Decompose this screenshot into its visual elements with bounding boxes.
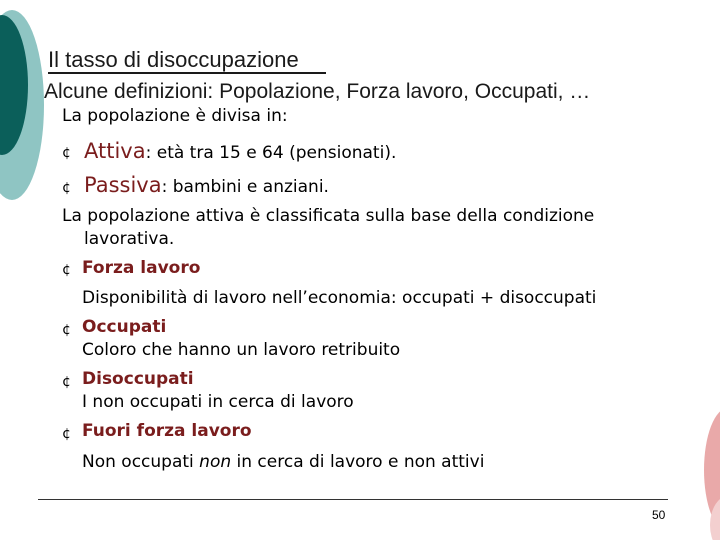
right-decoration bbox=[690, 400, 720, 540]
category-desc-forza-lavoro: Disponibilità di lavoro nell’economia: occupati + disoccupati bbox=[82, 288, 597, 308]
classification-text-line1: La popolazione attiva è classificata sulla base della condizione bbox=[62, 206, 595, 226]
bullet-icon: ¢ bbox=[62, 322, 71, 338]
category-term-occupati: Occupati bbox=[82, 317, 167, 337]
bullet-icon: ¢ bbox=[62, 262, 71, 278]
footer-divider bbox=[38, 499, 668, 500]
title-underline bbox=[48, 72, 326, 74]
group-term: Passiva bbox=[84, 173, 162, 197]
category-term-disoccupati: Disoccupati bbox=[82, 369, 194, 389]
category-desc-disoccupati: I non occupati in cerca di lavoro bbox=[82, 392, 354, 412]
desc-emphasis: non bbox=[199, 452, 232, 472]
desc-part: Non occupati bbox=[82, 452, 200, 472]
bullet-icon: ¢ bbox=[62, 180, 71, 196]
left-decoration bbox=[0, 0, 60, 260]
category-desc-occupati: Coloro che hanno un lavoro retribuito bbox=[82, 340, 401, 360]
slide-subtitle: Alcune definizioni: Popolazione, Forza lavoro, Occupati, … bbox=[44, 80, 591, 103]
slide-title: Il tasso di disoccupazione bbox=[48, 47, 299, 72]
category-term-forza-lavoro: Forza lavoro bbox=[82, 258, 201, 278]
bullet-icon: ¢ bbox=[62, 426, 71, 442]
bullet-icon: ¢ bbox=[62, 374, 71, 390]
page-number: 50 bbox=[652, 508, 666, 522]
intro-text: La popolazione è divisa in: bbox=[62, 106, 288, 126]
group-item-passiva bbox=[84, 173, 329, 197]
desc-part: in cerca di lavoro e non attivi bbox=[231, 452, 485, 472]
group-desc: : età tra 15 e 64 (pensionati). bbox=[145, 143, 397, 163]
bullet-icon: ¢ bbox=[62, 145, 71, 161]
group-item-attiva bbox=[84, 139, 396, 163]
group-term: Attiva bbox=[84, 139, 146, 163]
classification-text-line2: lavorativa. bbox=[84, 229, 175, 249]
category-term-fuori-forza-lavoro: Fuori forza lavoro bbox=[82, 421, 252, 441]
category-desc-fuori-forza-lavoro bbox=[82, 452, 484, 472]
group-desc: : bambini e anziani. bbox=[161, 177, 329, 197]
